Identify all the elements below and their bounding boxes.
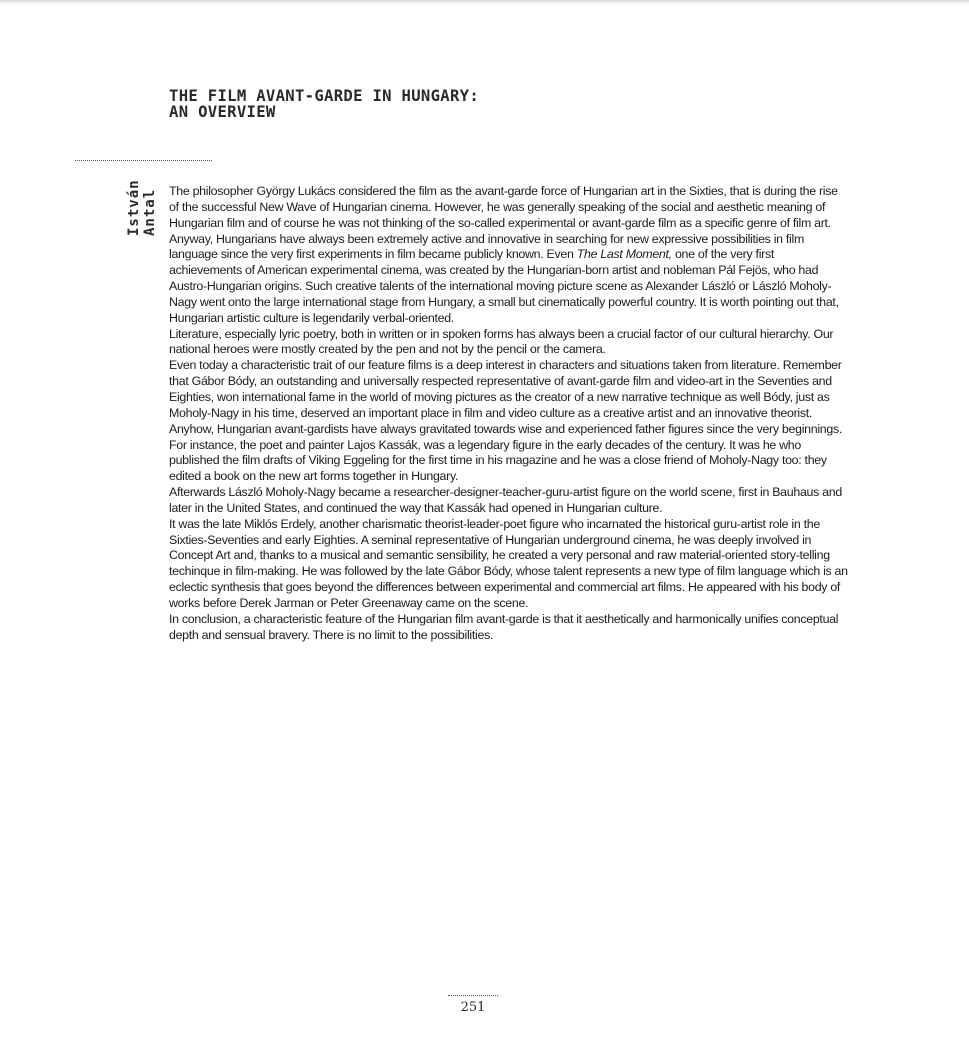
paragraph-5: It was the late Miklós Erdely, another charismatic theorist-leader-poet figure who incarnated the historical guru-artist role in the Sixties-Seventies and early Eighties. A seminal representative of Hungarian underground cinema, he was deeply involved in Concept Art and, thanks to a musical and semantic sensibility, he created a very personal and raw material-oriented story-telling techinque in film-making. He was followed by the late Gábor Bódy, whose talent represents a new type of film language which is an eclectic synthesis that goes beyond the differences between experimental and commercial art films. He appeared with his body of works before Derek Jarman or Peter Greenaway came on the scene. <box>169 516 848 610</box>
paragraph-3: Even today a characteristic trait of our feature films is a deep interest in characters and situations taken from literature. Remember that Gábor Bódy, an outstanding and universally respected representative of avant-garde film and video-art in the Seventies and Eighties, won international fame in the world of moving pictures as the creator of a new narrative technique as well Bódy, just as Moholy-Nagy in his time, deserved an important place in film and video culture as a creative artist and an innovative theorist. Anyhow, Hungarian avant-gardists have always gravitated towards wise and experienced father figures since the very beginnings. For instance, the poet and painter Lajos Kassák, was a legendary figure in the early decades of the century. It was he who published the film drafts of Viking Eggeling for the first time in his magazine and he was a close friend of Moholy-Nagy too: they edited a book on the new art forms together in Hungary. <box>169 358 842 484</box>
author-first-name: István <box>126 179 142 236</box>
page-number: 251 <box>460 1000 486 1015</box>
paragraph-2: Literature, especially lyric poetry, both in written or in spoken forms has always been a crucial factor of our cultural hierarchy. Our national heroes were mostly created by the pen and not by the pencil or the camera. <box>169 326 834 357</box>
article-title <box>169 88 479 120</box>
article-title-line-2: AN OVERVIEW <box>169 103 276 121</box>
page-number-divider <box>448 995 498 996</box>
paragraph-6: In conclusion, a characteristic feature of the Hungarian film avant-garde is that it aesthetically and harmonically unifies conceptual depth and sensual bravery. There is no limit to the possibilities. <box>169 611 839 642</box>
article-body <box>169 184 849 643</box>
paragraph-1-text-a: The philosopher György Lukács considered the film as the avant-garde force of Hungarian art in the Sixties, that is during the rise of the successful New Wave of Hungarian cinema. However, he was generally speaking of the social and aesthetic meaning of Hungarian film and of course he was not thinking of the so-called experimental or avant-garde film as a specific genre of film art. Anyway, Hungarians have always been extremely active and innovative in searching for new expressive possibilities in film language since the very first experiments in film became publicly known. Even <box>169 184 838 262</box>
paragraph-4: Afterwards László Moholy-Nagy became a researcher-designer-teacher-guru-artist figure on the world scene, first in Bauhaus and later in the United States, and continued the way that Kassák had opened in Hungarian culture. <box>169 485 842 515</box>
article-title-line-1: THE FILM AVANT-GARDE IN HUNGARY: <box>169 87 480 105</box>
author-last-name: Antal <box>142 188 158 236</box>
page-top-edge <box>0 0 969 5</box>
film-title-emphasis: The Last Moment, <box>576 247 672 262</box>
paragraph-1-text-b: one of the very first achievements of American experimental cinema, was created by the Hungarian-born artist and nobleman Pál Fejös, who had Austro-Hungarian origins. Such creative talents of the international moving picture scene as Alexander László or László Moholy-Nagy went onto the large international stage from Hungary, a small but cinematically powerful country. It is worth pointing out that, Hungarian artistic culture is legendarily verbal-oriented. <box>169 247 839 325</box>
author-byline <box>126 179 170 236</box>
paragraph-1 <box>169 184 849 327</box>
title-divider <box>75 160 212 161</box>
